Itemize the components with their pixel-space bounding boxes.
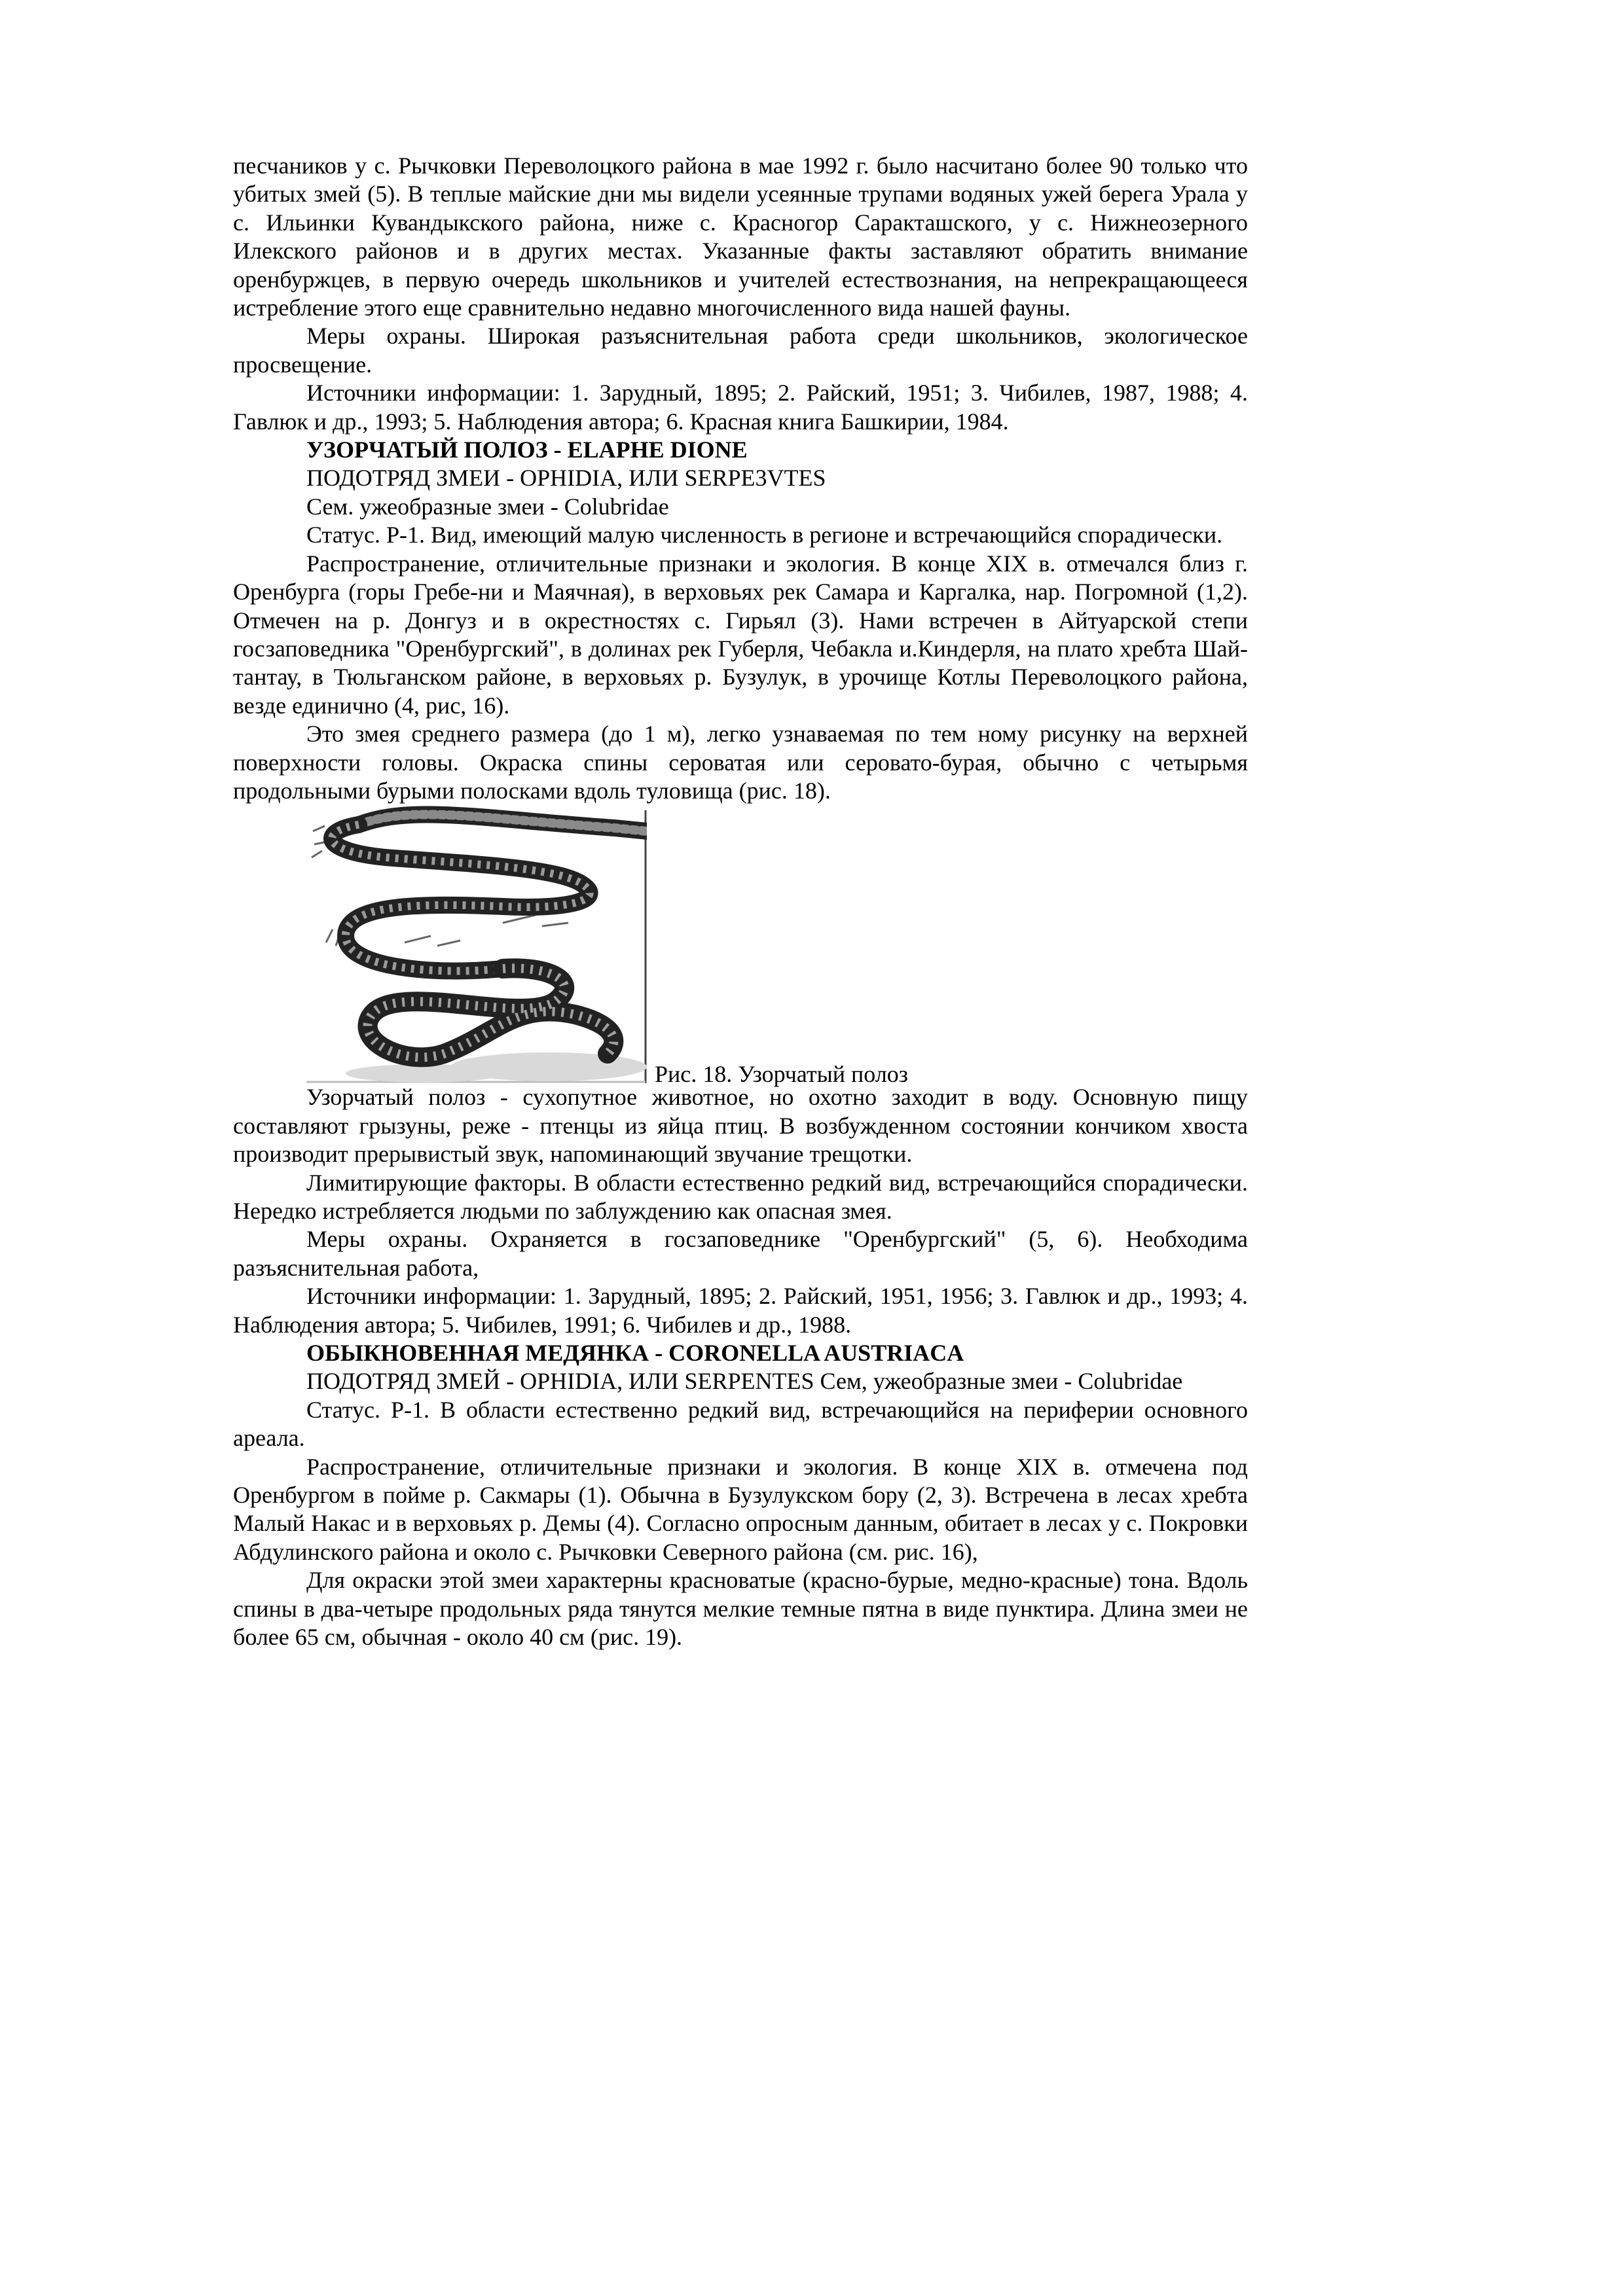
distribution-elaphe: Распространение, отличительные признаки и экология. В конце XIX в. отмечался близ г. Оренбурга (горы Гребе-ни и Маячная), в верховьях рек Самара и Каргалка, нар. Погромной (1,2). Отмечен на р. Донгуз и в окрестностях с. Гирьял (3). Нами встречен в Айтуарской степи госзаповедника "Оренбургский", в долинах рек Губерля, Чебакла и.Киндерля, на плато хребта Шай-тантау, в Тюльганском районе, в верховьях р. Бузулук, в урочище Котлы Переволоцкого района, везде единично (4, рис, 16). bbox=[233, 550, 1248, 719]
description-coronella: Для окраски этой змеи характерны красноватые (красно-бурые, медно-красные) тона. Вдоль спины в два-четыре продольных ряда тянутся мелкие темные пятна в виде пунктира. Длина змеи не более 65 см, обычная - около 40 см (рис. 19). bbox=[233, 1567, 1248, 1651]
status-coronella: Статус. Р-1. В области естественно редкий вид, встречающийся на периферии основного ареала. bbox=[233, 1396, 1248, 1452]
suborder-line-elaphe: ПОДОТРЯД ЗМЕИ - OPHIDIA, ИЛИ SERPE3VTES bbox=[306, 465, 826, 492]
figure-18 bbox=[306, 805, 1248, 1087]
suborder-line-coronella: ПОДОТРЯД ЗМЕЙ - OPHIDIA, ИЛИ SERPENTES Сем, ужеобразные змеи - Colubridae bbox=[306, 1368, 1183, 1395]
distribution-coronella: Распространение, отличительные признаки и экология. В конце XIX в. отмечена под Оренбургом в пойме р. Сакмары (1). Обычна в Бузулукском бору (2, 3). Встречена в лесах хребта Малый Накас и в верховьях р. Демы (4). Согласно опросным данным, обитает в лесах у с. Покровки Абдулинского района и около с. Рычковки Северного района (см. рис. 16), bbox=[233, 1453, 1248, 1565]
limiting-factors-elaphe: Лимитирующие факторы. В области естественно редкий вид, встречающийся спорадически. Нередко истребляется людьми по заблуждению как опасная змея. bbox=[233, 1169, 1248, 1224]
paragraph-protection-measures: Меры охраны. Широкая разъяснительная работа среди школьников, экологическое просвещение. bbox=[233, 323, 1248, 378]
ecology-elaphe: Узорчатый полоз - сухопутное животное, но охотно заходит в воду. Основную пищу составляют грызуны, реже - птенцы из яйца птиц. В возбужденном состоянии кончиком хвоста производит прерывистый звук, напоминающий звучание трещотки. bbox=[233, 1084, 1248, 1168]
description-elaphe: Это змея среднего размера (до 1 м), легко узнаваемая по тем ному рисунку на верхней поверхности головы. Окраска спины сероватая или серовато-бурая, обычно с четырьмя продольными бурыми полосками вдоль туловища (рис. 18). bbox=[233, 721, 1248, 804]
paragraph-sources: Источники информации: 1. Зарудный, 1895; 2. Райский, 1951; 3. Чибилев, 1987, 1988; 4. Гавлюк и др., 1993; 5. Наблюдения автора; 6. Красная книга Башкирии, 1984. bbox=[233, 380, 1248, 435]
sources-elaphe: Источники информации: 1. Зарудный, 1895; 2. Райский, 1951, 1956; 3. Гавлюк и др., 1993; 4. Наблюдения автора; 5. Чибилев, 1991; 6. Чибилев и др., 1988. bbox=[233, 1283, 1248, 1338]
snake-illustration bbox=[306, 805, 647, 1083]
species-heading-elaphe: УЗОРЧАТЫЙ ПОЛОЗ - ELAPHE DIONE bbox=[306, 437, 748, 463]
protection-elaphe: Меры охраны. Охраняется в госзаповеднике "Оренбургский" (5, 6). Необходима разъяснительная работа, bbox=[233, 1226, 1248, 1281]
status-elaphe: Статус. Р-1. Вид, имеющий малую численность в регионе и встречающийся спорадически. bbox=[306, 522, 1223, 548]
species-heading-coronella: ОБЫКНОВЕННАЯ МЕДЯНКА - CORONELLA AUSTRIACA bbox=[306, 1340, 964, 1366]
family-line-elaphe: Сем. ужеобразные змеи - Colubridae bbox=[306, 493, 669, 520]
document-page bbox=[233, 152, 1248, 1651]
paragraph-sand-snakes: песчаников у с. Рычковки Переволоцкого района в мае 1992 г. было насчитано более 90 только что убитых змей (5). В теплые майские дни мы видели усеянные трупами водяных ужей берега Урала у с. Ильинки Кувандыкского района, ниже с. Красногор Саракташского, у с. Нижнеозерного Илекского районов и в других местах. Указанные факты заставляют обратить внимание оренбуржцев, в первую очередь школьников и учителей естествознания, на непрекращающееся истребление этого еще сравнительно недавно многочисленного вида нашей фауны. bbox=[233, 152, 1248, 321]
figure-caption: Рис. 18. Узорчатый полоз bbox=[655, 1060, 909, 1087]
